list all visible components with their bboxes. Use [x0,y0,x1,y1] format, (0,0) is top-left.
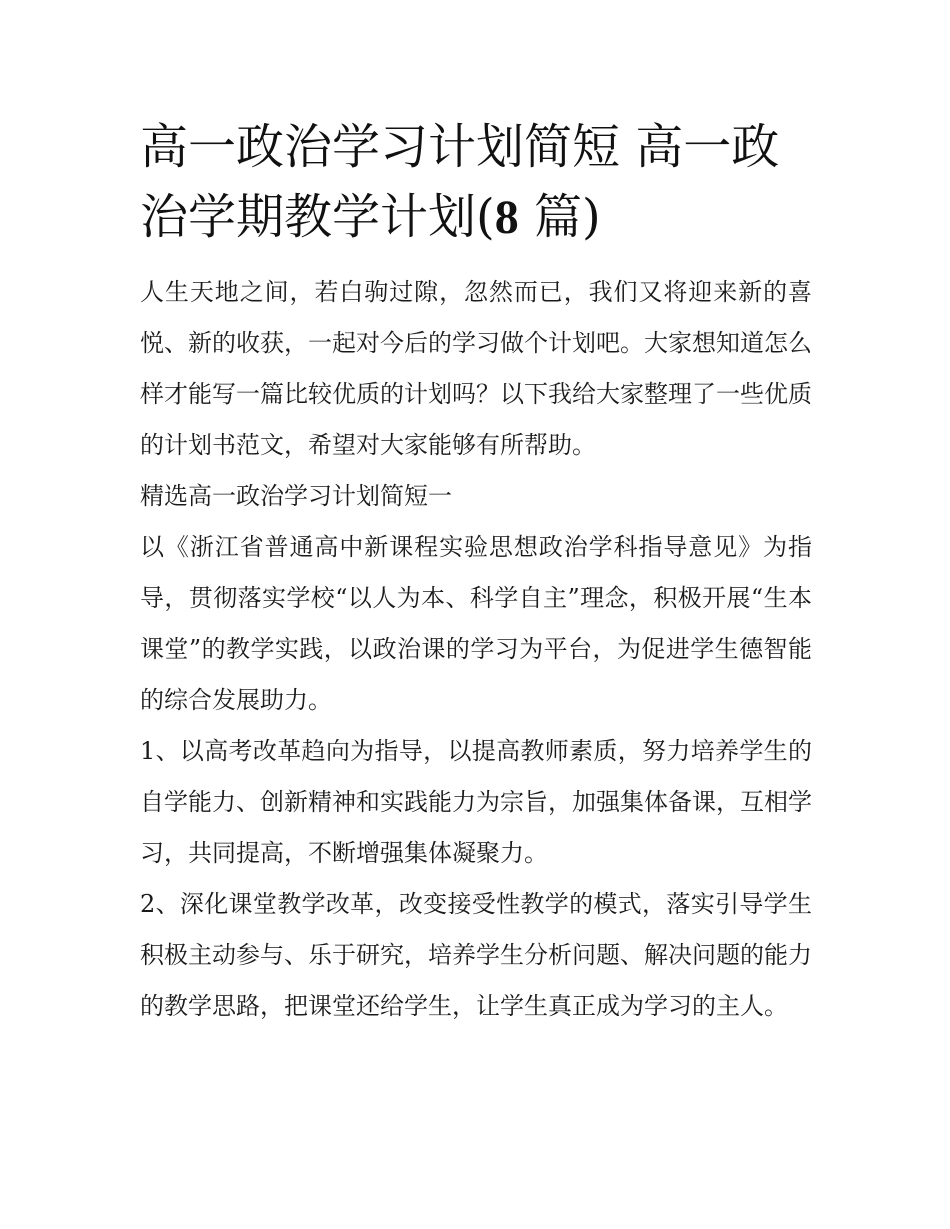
list-item-2: 2、深化课堂教学改革，改变接受性教学的模式，落实引导学生积极主动参与、乐于研究，培养学生分析问题、解决问题的能力的教学思路，把课堂还给学生，让学生真正成为学习的主人。 [140,890,812,1020]
guidance-paragraph: 以《浙江省普通高中新课程实验思想政治学科指导意见》为指导，贯彻落实学校“以人为本、科学自主”理念，积极开展“生本课堂”的教学实践，以政治课的学习为平台，为促进学生德智能的综合发展助力。 [140,533,812,714]
document-title [140,112,812,253]
section-heading: 精选高一政治学习计划简短一 [140,482,452,510]
title-suffix: 篇) [518,189,601,245]
title-number: 8 [494,191,519,244]
title-text: 高一政治学习计划简短 高一政治学期教学计划( [140,119,780,245]
document-body [140,267,812,1032]
intro-paragraph: 人生天地之间，若白驹过隙，忽然而已，我们又将迎来新的喜悦、新的收获，一起对今后的学习做个计划吧。大家想知道怎么样才能写一篇比较优质的计划吗？以下我给大家整理了一些优质的计划书范文，希望对大家能够有所帮助。 [140,278,812,459]
document-content [140,112,812,1032]
list-item-1: 1、以高考改革趋向为指导，以提高教师素质，努力培养学生的自学能力、创新精神和实践能力为宗旨，加强集体备课，互相学习，共同提高，不断增强集体凝聚力。 [140,737,812,867]
